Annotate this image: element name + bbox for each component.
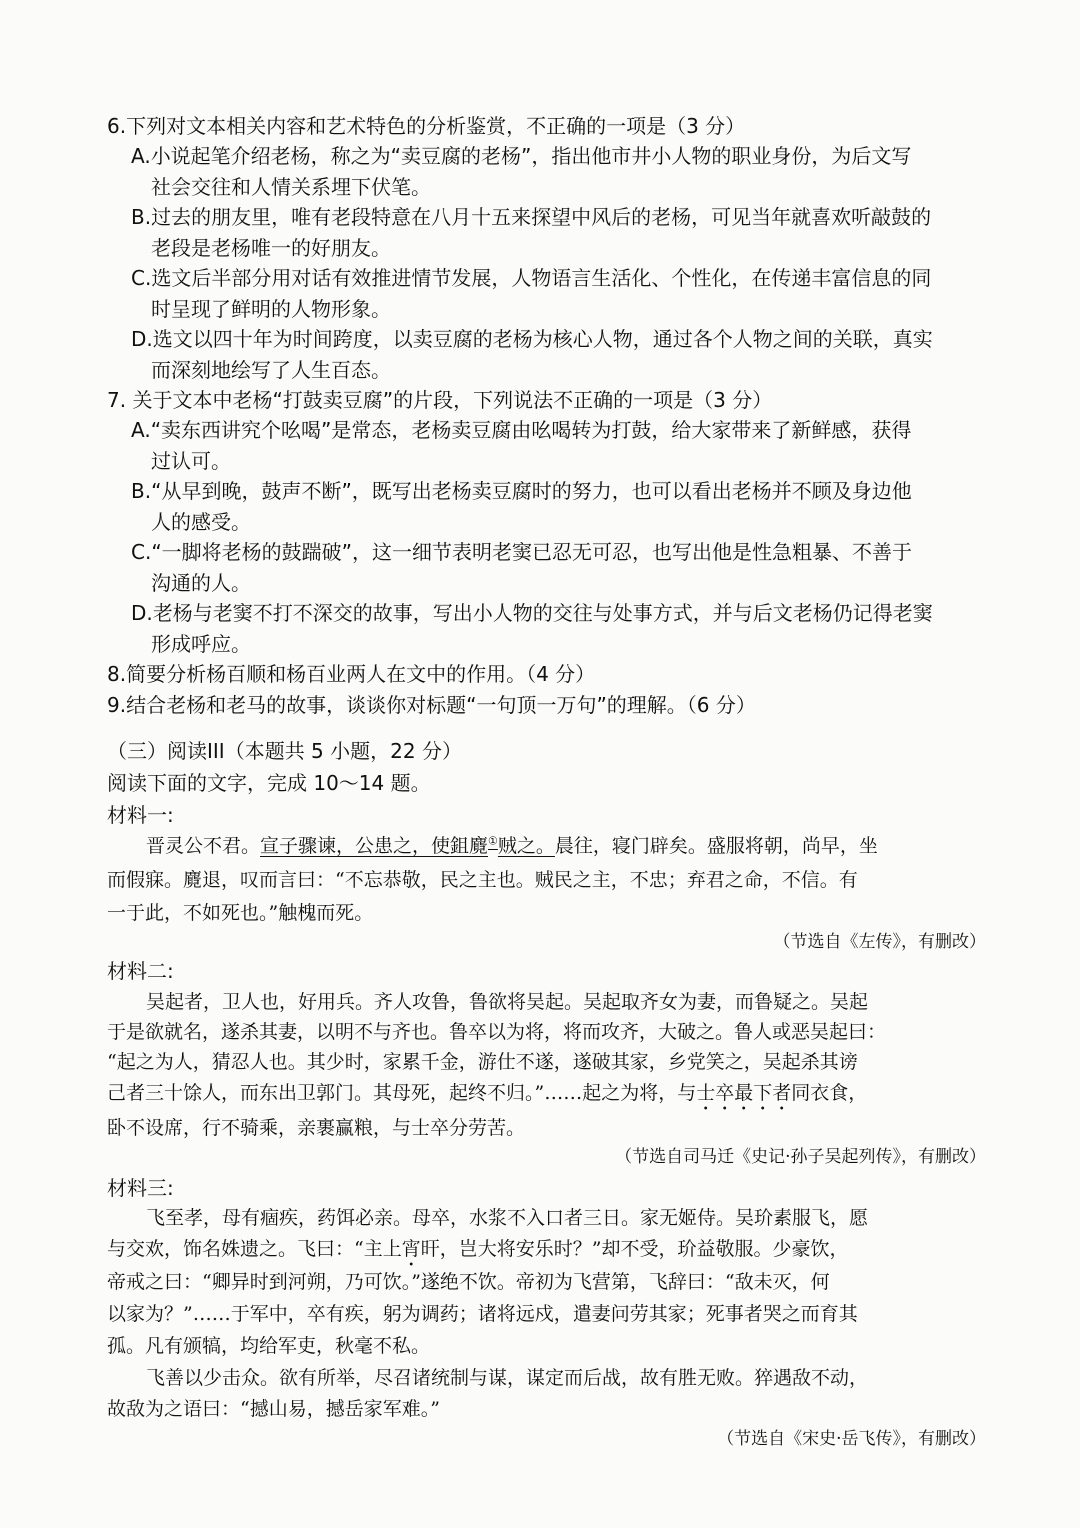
q8: 8.简要分析杨百顺和杨百业两人在文中的作用。（4 分） (107, 662, 596, 686)
material-3-line: 飞善以少击众。欲有所举，尽召诸统制与谋，谋定而后战，故有胜无败。猝遇敌不动， (146, 1367, 869, 1389)
q7-option-c: C.“一脚将老杨的鼓踹破”，这一细节表明老窦已忍无可忍，也写出他是性急粗暴、不善于 (131, 540, 913, 564)
material-1-line: 一于此，不如死也。”触槐而死。 (107, 902, 374, 924)
q7-option-c-cont: 沟通的人。 (151, 571, 251, 595)
material-3-line: 帝戒之曰：“卿异时到河朔，乃可饮。”遂绝不饮。帝初为飞营第，飞辞曰：“敌未灭，何 (107, 1271, 830, 1293)
material-2-line: 卧不设席，行不骑乘，亲裹赢粮，与士卒分劳苦。 (107, 1117, 526, 1139)
material-1-line: 而假寐。麑退，叹而言曰：“不忘恭敬，民之主也。贼民之主，不忠；弃君之命，不信。有 (107, 869, 858, 891)
material-3-line: 以家为？”……于军中，卒有疾，躬为调药；诸将远戍，遣妻问劳其家；死事者哭之而育其 (107, 1303, 858, 1325)
material-3-line: 孤。凡有颁犒，均给军吏，秋毫不私。 (107, 1335, 431, 1357)
q7-stem: 7. 关于文本中老杨“打鼓卖豆腐”的片段，下列说法不正确的一项是（3 分） (107, 388, 773, 412)
q9: 9.结合老杨和老马的故事，谈谈你对标题“一句顶一万句”的理解。（6 分） (107, 693, 756, 717)
q6-option-b-cont: 老段是老杨唯一的好朋友。 (151, 236, 391, 260)
material-2-line: 吴起者，卫人也，好用兵。齐人攻鲁，鲁欲将吴起。吴起取齐女为妻，而鲁疑之。吴起 (146, 991, 869, 1013)
q7-option-a: A.“卖东西讲究个吆喝”是常态，老杨卖豆腐由吆喝转为打鼓，给大家带来了新鲜感，获得 (131, 418, 912, 442)
q6-option-d: D.选文以四十年为时间跨度，以卖豆腐的老杨为核心人物，通过各个人物之间的关联，真实 (131, 327, 933, 351)
material-2-label: 材料二: (107, 959, 174, 983)
q6-stem: 6.下列对文本相关内容和艺术特色的分析鉴赏，不正确的一项是（3 分） (107, 114, 746, 138)
q6-option-b: B.过去的朋友里，唯有老段特意在八月十五来探望中风后的老杨，可见当年就喜欢听敲鼓的 (131, 205, 932, 229)
q7-option-a-cont: 过认可。 (151, 449, 231, 473)
material-1-label: 材料一: (107, 803, 174, 827)
material-1-source: （节选自《左传》，有删改） (773, 932, 986, 952)
material-3-label: 材料三: (107, 1176, 174, 1200)
material-2-source: （节选自司马迁《史记·孙子吴起列传》，有删改） (615, 1147, 986, 1167)
section-instruction: 阅读下面的文字，完成 10～14 题。 (107, 771, 431, 795)
q6-option-c-cont: 时呈现了鲜明的人物形象。 (151, 297, 391, 321)
material-2-line: 己者三十馀人，而东出卫郭门。其母死，起终不归。”……起之为将，与士卒最下者同衣食， (107, 1082, 868, 1104)
q7-option-b-cont: 人的感受。 (151, 510, 251, 534)
q7-option-d-cont: 形成呼应。 (151, 632, 251, 656)
q7-option-b: B.“从早到晚，鼓声不断”，既写出老杨卖豆腐时的努力，也可以看出老杨并不顾及身边他 (131, 479, 912, 503)
q6-option-a-cont: 社会交往和人情关系埋下伏笔。 (151, 175, 431, 199)
q7-option-d: D.老杨与老窦不打不深交的故事，写出小人物的交往与处事方式，并与后文老杨仍记得老窦 (131, 601, 933, 625)
material-2-line: 于是欲就名，遂杀其妻，以明不与齐也。鲁卒以为将，将而攻齐，大破之。鲁人或恶吴起曰： (107, 1021, 887, 1043)
material-2-line: “起之为人，猜忍人也。其少时，家累千金，游仕不遂，遂破其家，乡党笑之，吴起杀其谤 (107, 1051, 858, 1073)
material-1-line: 晋灵公不君。宣子骤谏，公患之，使鉏麑①贼之。晨往，寝门辟矣。盛服将朝，尚早，坐 (146, 834, 878, 857)
q6-option-d-cont: 而深刻地绘写了人生百态。 (151, 358, 391, 382)
material-3-line: 飞至孝，母有痼疾，药饵必亲。母卒，水浆不入口者三日。家无姬侍。吴玠素服飞，愿 (146, 1207, 869, 1229)
material-3-line: 故敌为之语曰：“撼山易，撼岳家军难。” (107, 1398, 440, 1420)
q6-option-a: A.小说起笔介绍老杨，称之为“卖豆腐的老杨”，指出他市井小人物的职业身份，为后文写 (131, 144, 912, 168)
section-title: （三）阅读III（本题共 5 小题，22 分） (107, 739, 462, 763)
material-3-line: 与交欢，饰名姝遗之。飞曰：“主上宵旰，岂大将安乐时？”却不受，玠益敬服。少豪饮， (107, 1238, 849, 1260)
material-3-source: （节选自《宋史·岳飞传》，有删改） (717, 1429, 986, 1449)
q6-option-c: C.选文后半部分用对话有效推进情节发展，人物语言生活化、个性化，在传递丰富信息的同 (131, 266, 932, 290)
